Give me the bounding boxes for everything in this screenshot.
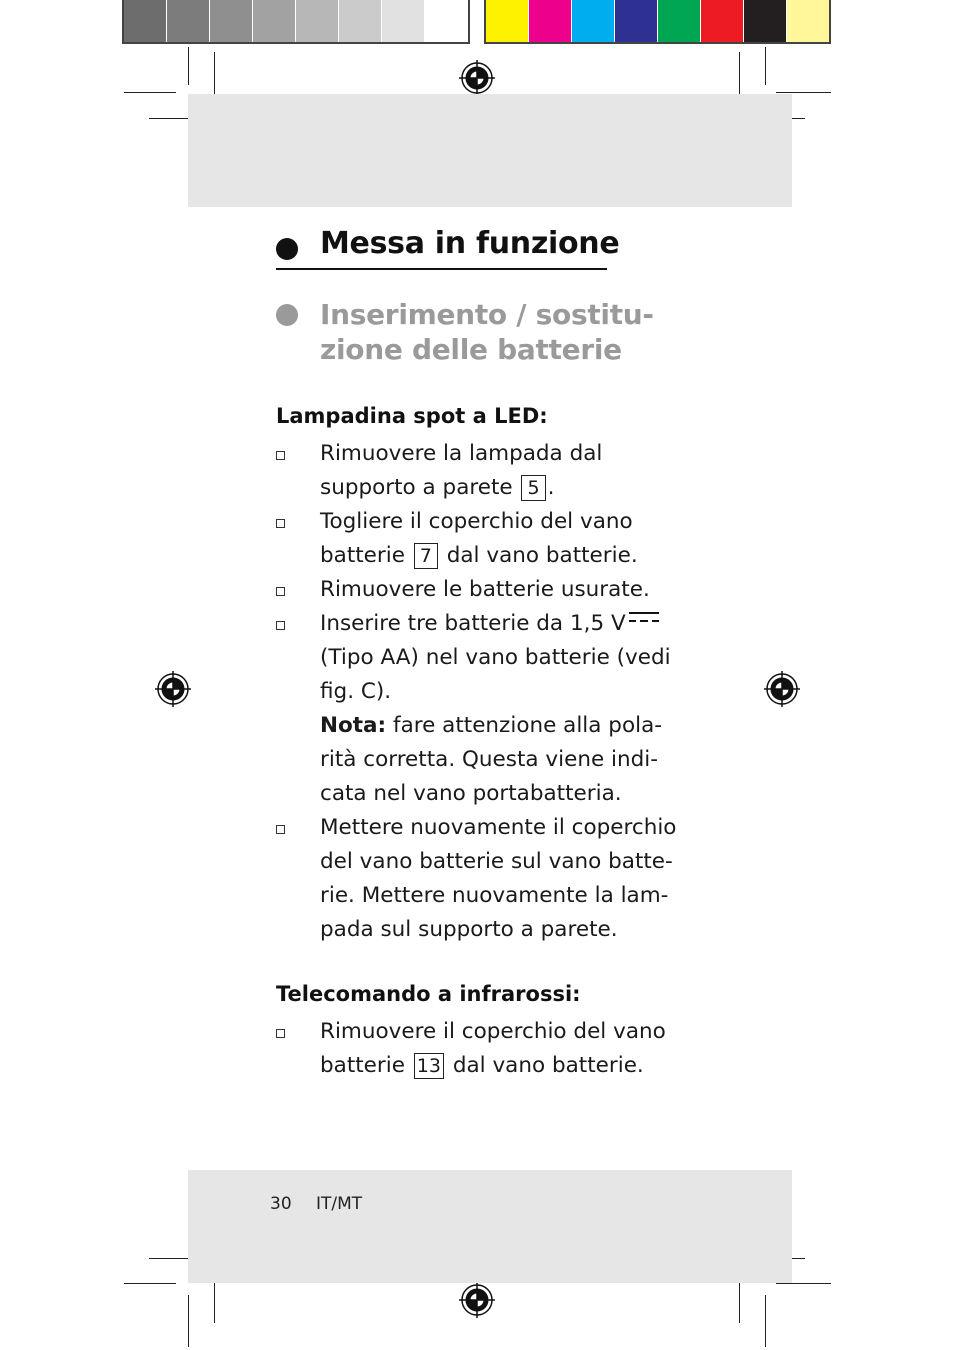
registration-target-icon [459,60,495,96]
registration-target-icon [155,671,191,707]
checkbox-square-icon [276,519,285,528]
list-item: Rimuovere il coperchio del vano batterie 13 dal vano batterie. [320,1019,666,1078]
note-label: Nota: [320,713,387,738]
figure-reference: 13 [414,1053,444,1079]
checkbox-square-icon [276,587,285,596]
page-title: Messa in funzione [320,226,620,261]
color-bar-frame [484,0,831,44]
registration-target-icon [764,671,800,707]
list-item: Mettere nuovamente il coperchio del vano batterie sul vano batte- rie. Mettere nuovamente la lam- pada sul supporto a parete. [320,815,677,942]
section-bullet-icon [276,304,298,326]
led-section-title: Lampadina spot a LED: [276,404,548,428]
remote-section-title: Telecomando a infrarossi: [276,982,581,1006]
list-item: Rimuovere le batterie usurate. [320,577,650,602]
footer-band [188,1170,792,1283]
list-item: Inserire tre batterie da 1,5 V (Tipo AA) nel vano batterie (vedi fig. C). Nota: fare attenzione alla pola- rità corretta. Questa viene indi- cata nel vano portabatteria. [320,607,690,811]
note: Nota: fare attenzione alla pola- [320,713,663,738]
page-number: 30 [270,1194,292,1214]
list-item: Togliere il coperchio del vano batterie 7 dal vano batterie. [320,509,638,568]
section-title-line: Inserimento / sostitu- [320,298,654,331]
section-title [320,297,700,367]
figure-reference: 5 [521,475,545,501]
checkbox-square-icon [276,1029,285,1038]
section-title-line: zione delle batterie [320,333,622,366]
figure-reference: 7 [414,543,438,569]
checkbox-square-icon [276,825,285,834]
gray-bar-frame [122,0,470,44]
direct-current-symbol-icon [629,610,659,624]
checkbox-square-icon [276,451,285,460]
checkbox-square-icon [276,621,285,630]
list-item: Rimuovere la lampada dal supporto a parete 5 . [320,441,603,500]
header-band [188,94,792,207]
language-code: IT/MT [316,1194,363,1214]
heading-bullet-icon [276,238,298,260]
title-underline [276,268,607,270]
registration-target-icon [459,1282,495,1318]
